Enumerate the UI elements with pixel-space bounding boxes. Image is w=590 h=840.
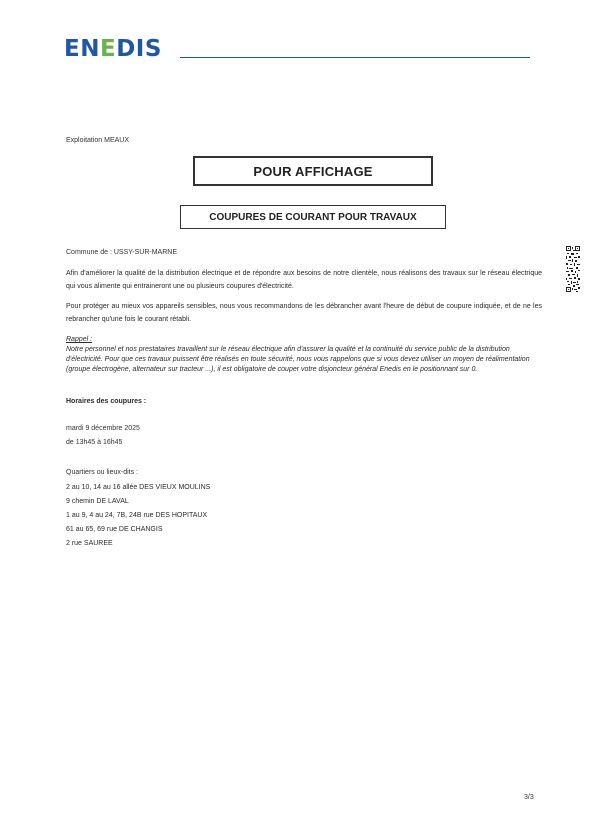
schedule-title: Horaires des coupures : <box>66 398 147 405</box>
intro-paragraph <box>66 267 542 293</box>
paragraph-text: Pour protéger au mieux vos appareils sensibles, nous vous recommandons de les débrancher avant l'heure de début de coupure indiquée, et de ne les rebrancher qu'une fois le courant rétabli. <box>66 303 542 323</box>
list-item: 2 rue SAUREE <box>66 540 113 547</box>
page-number: 3/3 <box>524 794 534 801</box>
qr-code-icon <box>566 246 580 292</box>
street-list <box>66 481 210 551</box>
list-item: 61 au 65, 69 rue DE CHANGIS <box>66 526 163 533</box>
banner-box <box>193 156 433 186</box>
quartiers-title: Quartiers ou lieux-dits : <box>66 469 138 476</box>
schedule-date: mardi 9 décembre 2025 <box>66 425 140 432</box>
exploitation-label: Exploitation MEAUX <box>66 137 130 144</box>
list-item: 2 au 10, 14 au 16 allée DES VIEUX MOULINS <box>66 484 211 491</box>
rappel-section <box>66 335 546 375</box>
header-rule <box>180 57 530 58</box>
rappel-title: Rappel : <box>66 336 93 343</box>
list-item: 1 au 9, 4 au 24, 7B, 24B rue DES HOPITAUX <box>66 512 208 519</box>
paragraph-text: Afin d'améliorer la qualité de la distribution électrique et de répondre aux besoins de notre clientèle, nous réalisons des travaux sur le réseau électrique qui vous alimente qui entraineront une ou plusieurs coupures d'électricité. <box>66 270 542 290</box>
schedule-hours: de 13h45 à 16h45 <box>66 439 123 446</box>
subtitle: COUPURES DE COURANT POUR TRAVAUX <box>209 211 417 223</box>
subtitle-box <box>180 205 446 229</box>
commune-label: Commune de : USSY-SUR-MARNE <box>66 249 177 256</box>
banner-title: POUR AFFICHAGE <box>253 163 373 179</box>
advice-paragraph <box>66 300 542 326</box>
enedis-logo: ENEDIS <box>64 36 162 62</box>
list-item: 9 chemin DE LAVAL <box>66 498 129 505</box>
rappel-text: Notre personnel et nos prestataires travaillent sur le réseau électrique afin d'assurer la qualité et la continuité du service public de la distribution d'électricité. Pour que ces travaux puissent être réalisés en toute sécurité, nous vous rappelons que si vous devez utiliser un moyen de réalimentation (groupe électrogène, alternateur sur tracteur ...), il est obligatoire de couper votre disjoncteur général Enedis en le positionnant sur 0. <box>66 346 530 373</box>
